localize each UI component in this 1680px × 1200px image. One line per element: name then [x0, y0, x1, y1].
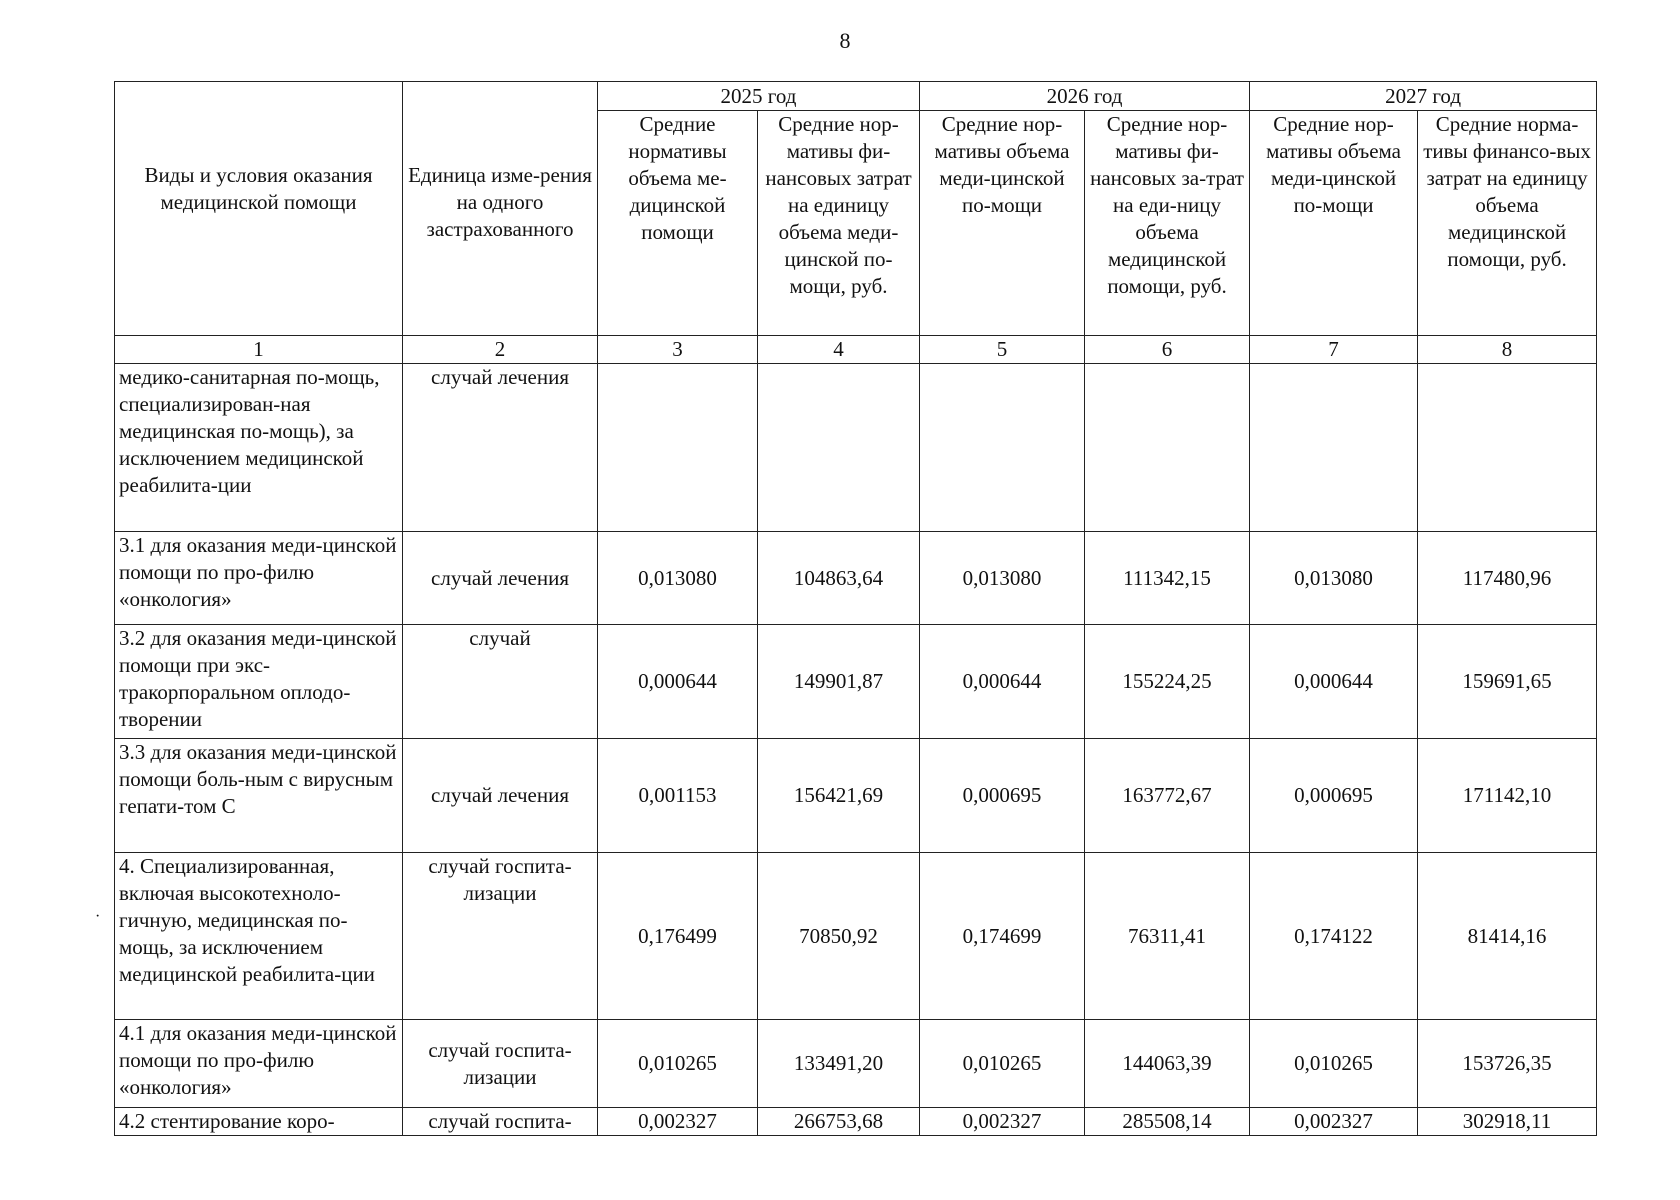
row-value: 104863,64	[758, 532, 920, 625]
row-kind: 3.2 для оказания меди-цинской помощи при экс-тракорпоральном оплодо-творении	[115, 625, 403, 739]
header-unit: Единица изме-рения на одного застрахованного	[403, 82, 598, 336]
row-value: 155224,25	[1085, 625, 1250, 739]
row-unit: случай госпита-лизации	[403, 853, 598, 1020]
row-value: 0,174699	[920, 853, 1085, 1020]
column-number: 3	[598, 336, 758, 364]
row-value: 0,013080	[920, 532, 1085, 625]
row-value: 111342,15	[1085, 532, 1250, 625]
row-value: 0,002327	[598, 1108, 758, 1136]
column-number: 7	[1250, 336, 1418, 364]
header-sub-cost-2025: Средние нор-мативы фи-нансовых затрат на единицу объема меди-цинской по-мощи, руб.	[758, 111, 920, 336]
row-value: 0,002327	[920, 1108, 1085, 1136]
row-value: 266753,68	[758, 1108, 920, 1136]
row-value: 0,010265	[920, 1020, 1085, 1108]
row-unit: случай лечения	[403, 364, 598, 532]
column-number: 8	[1418, 336, 1597, 364]
row-value: 76311,41	[1085, 853, 1250, 1020]
row-kind: 3.3 для оказания меди-цинской помощи боль-ным с вирусным гепати-том С	[115, 739, 403, 853]
row-kind: 4. Специализированная, включая высокотехноло-гичную, медицинская по-мощь, за исключением медицинской реабилита-ции	[115, 853, 403, 1020]
norms-table	[114, 81, 1597, 1136]
column-number: 6	[1085, 336, 1250, 364]
header-sub-volume-2027: Средние нор-мативы объема меди-цинской по-мощи	[1250, 111, 1418, 336]
row-value: 163772,67	[1085, 739, 1250, 853]
row-value: 0,010265	[1250, 1020, 1418, 1108]
column-number: 1	[115, 336, 403, 364]
row-unit: случай	[403, 625, 598, 739]
header-year-2025: 2025 год	[598, 82, 920, 111]
header-sub-cost-2027: Средние норма-тивы финансо-вых затрат на единицу объема медицинской помощи, руб.	[1418, 111, 1597, 336]
row-value: 0,174122	[1250, 853, 1418, 1020]
row-value: 0,000695	[920, 739, 1085, 853]
stray-mark: ·	[95, 908, 101, 925]
header-year-2027: 2027 год	[1250, 82, 1597, 111]
table-row	[115, 1108, 1597, 1136]
table-row	[115, 625, 1597, 739]
header-sub-volume-2026: Средние нор-мативы объема меди-цинской по-мощи	[920, 111, 1085, 336]
page-number: 8	[839, 28, 851, 53]
header-row-years	[115, 82, 1597, 111]
header-year-2026: 2026 год	[920, 82, 1250, 111]
row-value: 171142,10	[1418, 739, 1597, 853]
row-value: 0,002327	[1250, 1108, 1418, 1136]
table-row	[115, 1020, 1597, 1108]
header-kind: Виды и условия оказания медицинской помощи	[115, 82, 403, 336]
row-value: 81414,16	[1418, 853, 1597, 1020]
row-value: 0,001153	[598, 739, 758, 853]
row-kind: 4.2 стентирование коро-	[115, 1108, 403, 1136]
column-number: 5	[920, 336, 1085, 364]
row-value: 159691,65	[1418, 625, 1597, 739]
row-unit: случай госпита-лизации	[403, 1020, 598, 1108]
row-value: 144063,39	[1085, 1020, 1250, 1108]
row-value: 0,013080	[1250, 532, 1418, 625]
column-number: 2	[403, 336, 598, 364]
row-value: 117480,96	[1418, 532, 1597, 625]
row-value: 70850,92	[758, 853, 920, 1020]
row-kind: 3.1 для оказания меди-цинской помощи по про-филю «онкология»	[115, 532, 403, 625]
row-unit: случай лечения	[403, 739, 598, 853]
row-value	[598, 364, 758, 532]
row-value	[1085, 364, 1250, 532]
row-value: 0,000644	[1250, 625, 1418, 739]
row-value: 0,000644	[920, 625, 1085, 739]
row-kind: 4.1 для оказания меди-цинской помощи по про-филю «онкология»	[115, 1020, 403, 1108]
table-row	[115, 739, 1597, 853]
row-value: 0,176499	[598, 853, 758, 1020]
column-number: 4	[758, 336, 920, 364]
row-value: 149901,87	[758, 625, 920, 739]
row-value	[758, 364, 920, 532]
row-value: 0,000695	[1250, 739, 1418, 853]
row-value: 0,010265	[598, 1020, 758, 1108]
row-value: 285508,14	[1085, 1108, 1250, 1136]
header-sub-volume-2025: Средние нормативы объема ме-дицинской помощи	[598, 111, 758, 336]
row-value: 0,013080	[598, 532, 758, 625]
row-value	[1418, 364, 1597, 532]
table-row	[115, 853, 1597, 1020]
table-row	[115, 532, 1597, 625]
row-value: 153726,35	[1418, 1020, 1597, 1108]
column-numbers-row	[115, 336, 1597, 364]
table-row	[115, 364, 1597, 532]
row-value: 156421,69	[758, 739, 920, 853]
row-value: 0,000644	[598, 625, 758, 739]
row-kind: медико-санитарная по-мощь, специализирован-ная медицинская по-мощь), за исключением медицинской реабилита-ции	[115, 364, 403, 532]
header-sub-cost-2026: Средние нор-мативы фи-нансовых за-трат на еди-ницу объема медицинской помощи, руб.	[1085, 111, 1250, 336]
row-value: 302918,11	[1418, 1108, 1597, 1136]
row-value: 133491,20	[758, 1020, 920, 1108]
row-unit: случай лечения	[403, 532, 598, 625]
row-value	[920, 364, 1085, 532]
row-unit: случай госпита-	[403, 1108, 598, 1136]
row-value	[1250, 364, 1418, 532]
